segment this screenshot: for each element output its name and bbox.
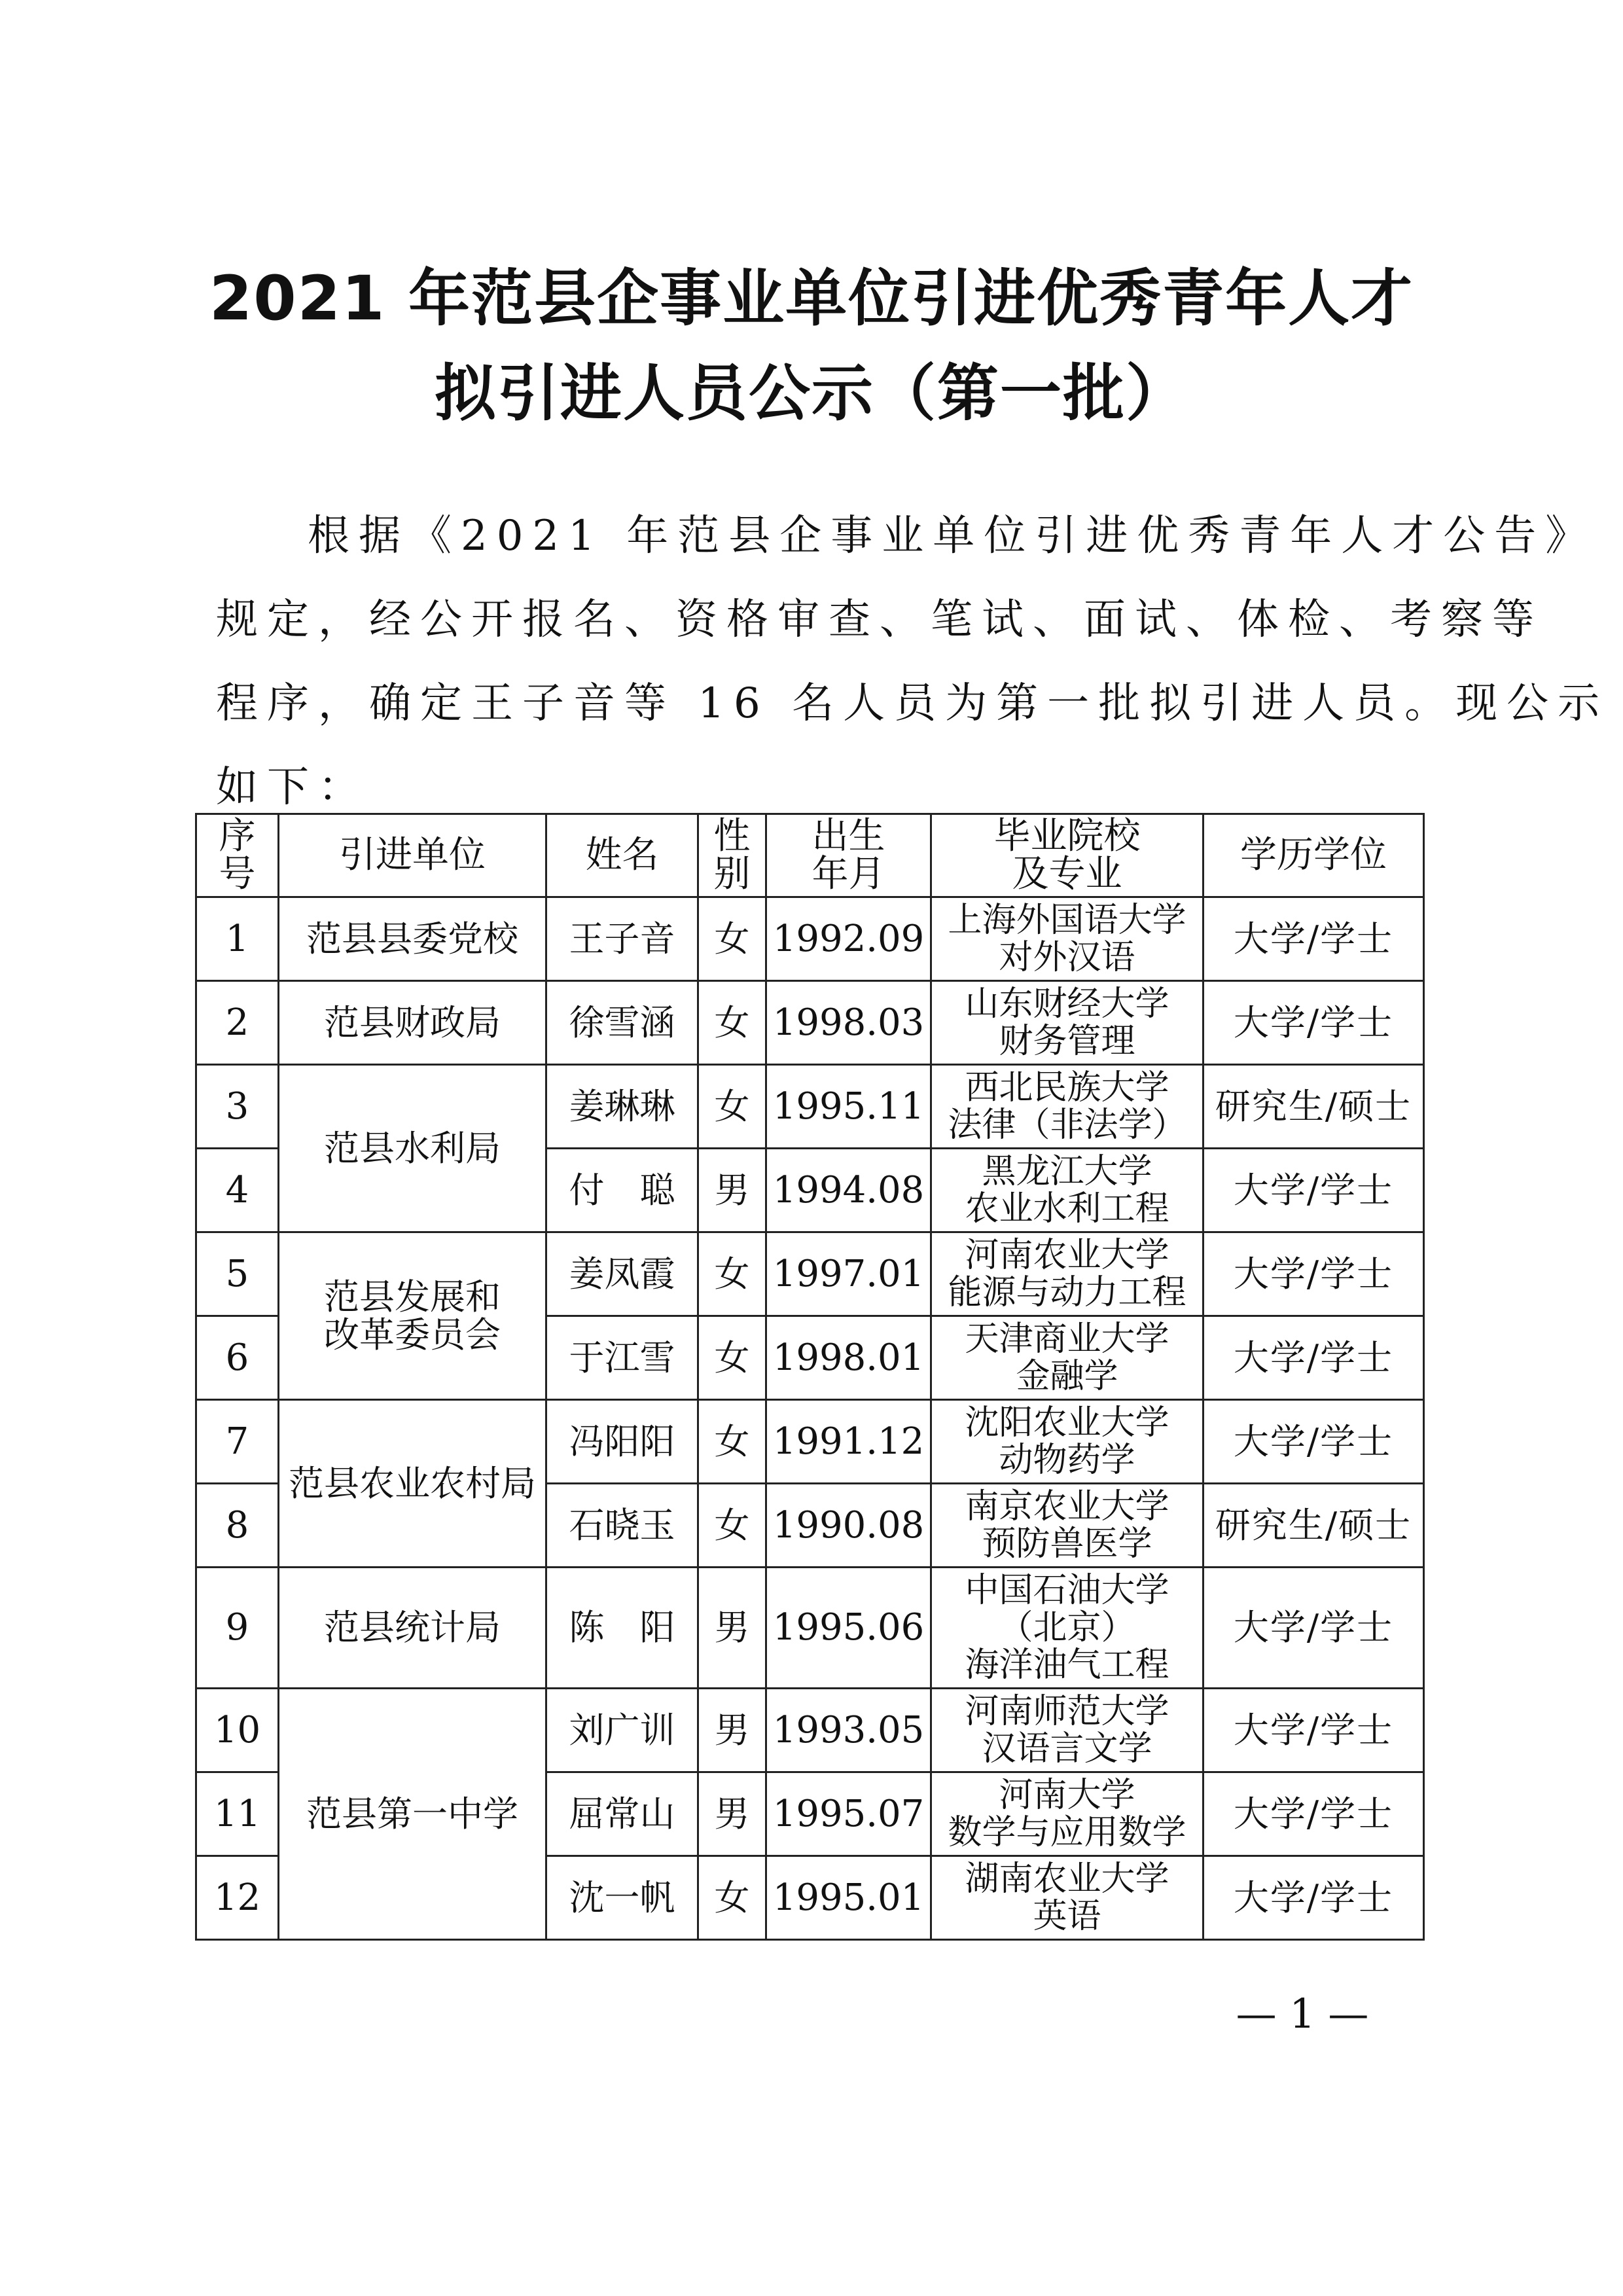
row-birth: 1990.08 xyxy=(766,1484,931,1568)
table-row xyxy=(196,1689,1424,1772)
row-unit: 范县水利局 xyxy=(279,1065,546,1232)
row-name: 屈常山 xyxy=(546,1772,698,1856)
row-school: 中国石油大学 （北京） 海洋油气工程 xyxy=(931,1568,1204,1689)
row-name: 徐雪涵 xyxy=(546,981,698,1065)
row-school: 天津商业大学 金融学 xyxy=(931,1316,1204,1400)
personnel-table xyxy=(195,813,1425,1941)
row-birth: 1995.01 xyxy=(766,1856,931,1940)
row-school: 河南师范大学 汉语言文学 xyxy=(931,1689,1204,1772)
row-seq: 3 xyxy=(196,1065,279,1149)
row-unit: 范县县委党校 xyxy=(279,897,546,981)
table-row xyxy=(196,981,1424,1065)
row-gender: 男 xyxy=(698,1568,766,1689)
row-birth: 1995.06 xyxy=(766,1568,931,1689)
row-birth: 1993.05 xyxy=(766,1689,931,1772)
row-birth: 1991.12 xyxy=(766,1400,931,1484)
page-number: — 1 — xyxy=(1236,1990,1369,2037)
row-name: 姜凤霞 xyxy=(546,1232,698,1316)
row-gender: 女 xyxy=(698,981,766,1065)
table-row xyxy=(196,897,1424,981)
row-unit: 范县第一中学 xyxy=(279,1689,546,1940)
table-header-row xyxy=(196,814,1424,897)
header-unit: 引进单位 xyxy=(279,814,546,897)
row-name: 刘广训 xyxy=(546,1689,698,1772)
row-birth: 1995.07 xyxy=(766,1772,931,1856)
page-title: 2021 年范县企事业单位引进优秀青年人才 xyxy=(209,263,1414,334)
row-unit: 范县财政局 xyxy=(279,981,546,1065)
row-gender: 男 xyxy=(698,1149,766,1232)
row-birth: 1994.08 xyxy=(766,1149,931,1232)
header-birth: 出生 年月 xyxy=(766,814,931,897)
intro-line: 根据《2021 年范县企事业单位引进优秀青年人才公告》 xyxy=(308,512,1597,560)
row-gender: 男 xyxy=(698,1772,766,1856)
row-school: 山东财经大学 财务管理 xyxy=(931,981,1204,1065)
row-degree: 研究生/硕士 xyxy=(1204,1065,1424,1149)
row-degree: 大学/学士 xyxy=(1204,1856,1424,1940)
row-degree: 大学/学士 xyxy=(1204,1772,1424,1856)
row-school: 西北民族大学 法律（非法学） xyxy=(931,1065,1204,1149)
page-subtitle: 拟引进人员公示（第一批） xyxy=(434,358,1188,429)
row-degree: 大学/学士 xyxy=(1204,1400,1424,1484)
row-school: 黑龙江大学 农业水利工程 xyxy=(931,1149,1204,1232)
header-seq: 序 号 xyxy=(196,814,279,897)
header-school: 毕业院校 及专业 xyxy=(931,814,1204,897)
row-school: 上海外国语大学 对外汉语 xyxy=(931,897,1204,981)
row-seq: 10 xyxy=(196,1689,279,1772)
table-body xyxy=(196,897,1424,1940)
row-school: 南京农业大学 预防兽医学 xyxy=(931,1484,1204,1568)
intro-line: 程序，确定王子音等 16 名人员为第一批拟引进人员。现公示 xyxy=(216,679,1609,728)
row-gender: 女 xyxy=(698,1484,766,1568)
row-name: 王子音 xyxy=(546,897,698,981)
row-gender: 女 xyxy=(698,1316,766,1400)
row-seq: 9 xyxy=(196,1568,279,1689)
row-birth: 1992.09 xyxy=(766,897,931,981)
table-row xyxy=(196,1065,1424,1149)
intro-line: 如下： xyxy=(216,763,369,812)
row-school: 河南农业大学 能源与动力工程 xyxy=(931,1232,1204,1316)
row-seq: 5 xyxy=(196,1232,279,1316)
row-name: 于江雪 xyxy=(546,1316,698,1400)
row-name: 石晓玉 xyxy=(546,1484,698,1568)
row-degree: 大学/学士 xyxy=(1204,1568,1424,1689)
row-degree: 大学/学士 xyxy=(1204,1149,1424,1232)
row-birth: 1997.01 xyxy=(766,1232,931,1316)
header-degree: 学历学位 xyxy=(1204,814,1424,897)
row-seq: 2 xyxy=(196,981,279,1065)
row-birth: 1998.03 xyxy=(766,981,931,1065)
row-gender: 女 xyxy=(698,1400,766,1484)
header-gender: 性 别 xyxy=(698,814,766,897)
row-school: 沈阳农业大学 动物药学 xyxy=(931,1400,1204,1484)
row-seq: 11 xyxy=(196,1772,279,1856)
row-name: 付 聪 xyxy=(546,1149,698,1232)
row-unit: 范县统计局 xyxy=(279,1568,546,1689)
row-gender: 女 xyxy=(698,1232,766,1316)
row-gender: 女 xyxy=(698,1856,766,1940)
row-seq: 4 xyxy=(196,1149,279,1232)
row-seq: 7 xyxy=(196,1400,279,1484)
row-gender: 男 xyxy=(698,1689,766,1772)
row-degree: 大学/学士 xyxy=(1204,897,1424,981)
row-degree: 研究生/硕士 xyxy=(1204,1484,1424,1568)
row-school: 河南大学 数学与应用数学 xyxy=(931,1772,1204,1856)
row-degree: 大学/学士 xyxy=(1204,1316,1424,1400)
row-seq: 8 xyxy=(196,1484,279,1568)
row-gender: 女 xyxy=(698,897,766,981)
row-name: 冯阳阳 xyxy=(546,1400,698,1484)
row-seq: 1 xyxy=(196,897,279,981)
table-row xyxy=(196,1568,1424,1689)
row-unit: 范县发展和 改革委员会 xyxy=(279,1232,546,1400)
row-birth: 1998.01 xyxy=(766,1316,931,1400)
header-name: 姓名 xyxy=(546,814,698,897)
row-gender: 女 xyxy=(698,1065,766,1149)
row-unit: 范县农业农村局 xyxy=(279,1400,546,1568)
row-degree: 大学/学士 xyxy=(1204,1689,1424,1772)
row-seq: 12 xyxy=(196,1856,279,1940)
row-degree: 大学/学士 xyxy=(1204,981,1424,1065)
row-name: 沈一帆 xyxy=(546,1856,698,1940)
table-row xyxy=(196,1400,1424,1484)
table-row xyxy=(196,1232,1424,1316)
intro-paragraph xyxy=(216,494,1609,829)
row-name: 陈 阳 xyxy=(546,1568,698,1689)
row-school: 湖南农业大学 英语 xyxy=(931,1856,1204,1940)
intro-line: 规定，经公开报名、资格审查、笔试、面试、体检、考察等 xyxy=(216,596,1543,644)
row-name: 姜琳琳 xyxy=(546,1065,698,1149)
row-birth: 1995.11 xyxy=(766,1065,931,1149)
row-degree: 大学/学士 xyxy=(1204,1232,1424,1316)
row-seq: 6 xyxy=(196,1316,279,1400)
